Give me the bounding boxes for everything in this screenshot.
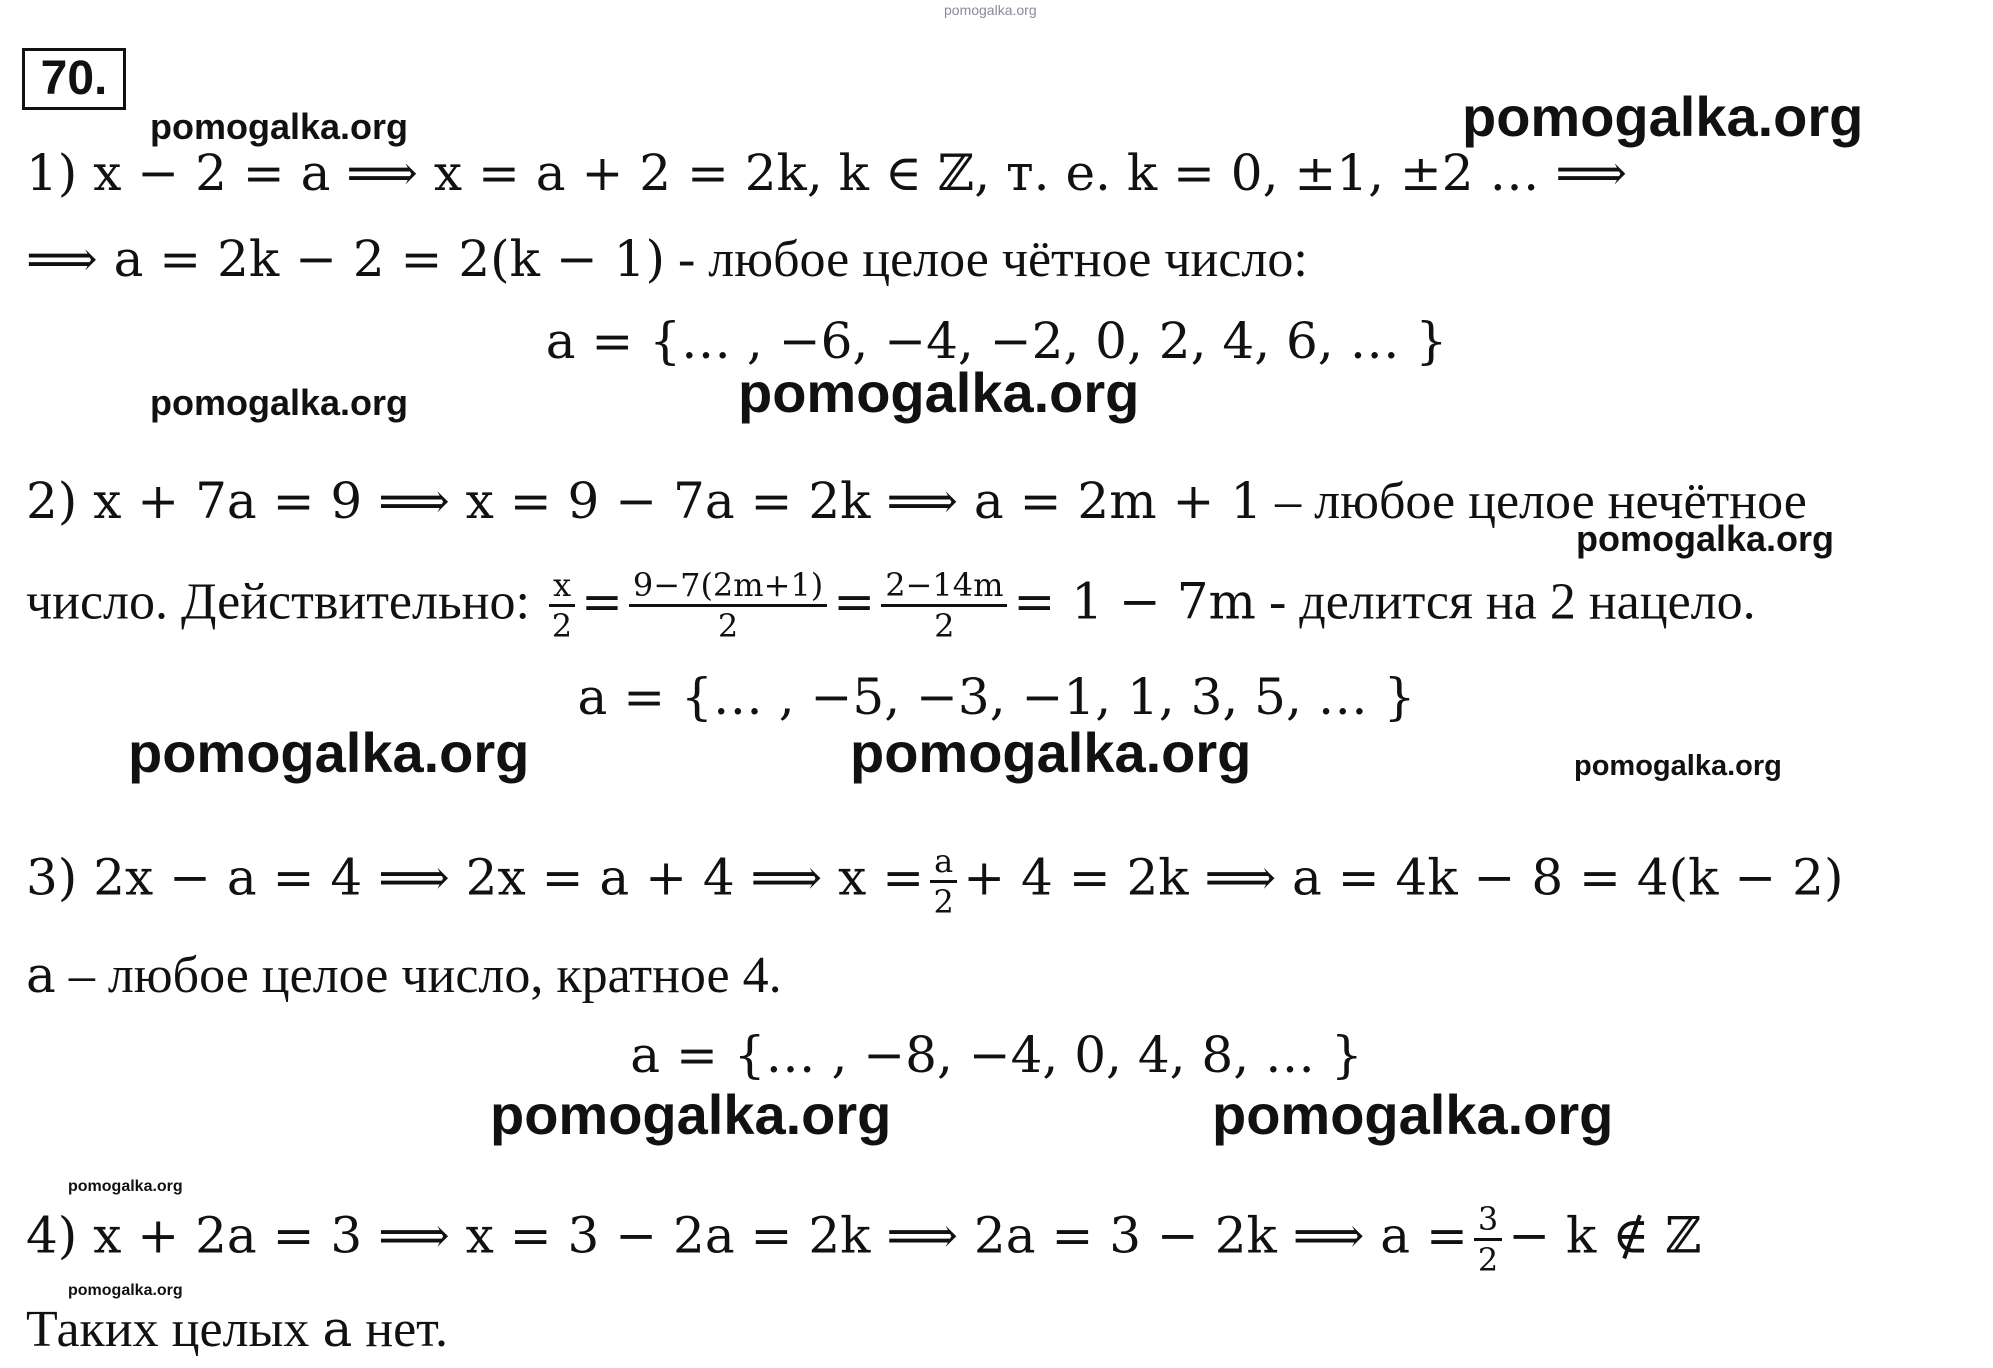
fraction-numerator: 3 <box>1474 1200 1502 1241</box>
watermark: pomogalka.org <box>738 361 1140 424</box>
equals-sign: = <box>833 572 876 631</box>
part3-line2-text: – любое целое число, кратное 4. <box>55 947 782 1004</box>
part3-line2-math: a <box>26 946 56 1004</box>
part4-line2 <box>26 1298 448 1361</box>
part2-line1-math: 2) x + 7a = 9 ⟹ x = 9 − 7a = 2k ⟹ a = 2m + 1 <box>26 472 1263 530</box>
watermark: pomogalka.org <box>850 721 1252 784</box>
part4-line2-text-b: нет. <box>352 1301 448 1358</box>
fraction-denominator: 2 <box>717 607 739 645</box>
part3-line1 <box>26 842 1843 921</box>
part1-line2 <box>26 228 1308 291</box>
watermark: pomogalka.org <box>1212 1083 1614 1146</box>
watermark: pomogalka.org <box>150 106 409 147</box>
part3-line1-a: 3) 2x − a = 4 ⟹ 2x = a + 4 ⟹ x = <box>26 848 925 907</box>
part1-line1: 1) x − 2 = a ⟹ x = a + 2 = 2k, k ∈ ℤ, т. е. k = 0, ±1, ±2 … ⟹ <box>26 144 1628 202</box>
fraction-numerator: a <box>930 842 957 883</box>
part2-line2-text-a: число. Действительно: <box>26 573 543 631</box>
fraction-denominator: 2 <box>933 883 954 921</box>
fraction-numerator: x <box>549 566 575 607</box>
part4-line2-text-a: Таких целых <box>26 1301 323 1358</box>
part2-line2-math-end: = 1 − 7m <box>1013 572 1256 631</box>
fraction-x-over-2 <box>549 566 575 645</box>
watermark: pomogalka.org <box>68 1282 183 1299</box>
part3-line1-b: + 4 = 2k ⟹ a = 4k − 8 = 4(k − 2) <box>963 848 1844 907</box>
part3-line2 <box>26 944 782 1007</box>
fraction-denominator: 2 <box>551 607 573 645</box>
watermark-top: pomogalka.org <box>944 2 1037 18</box>
part2-line1-text: – любое целое нечётное <box>1262 473 1807 530</box>
watermark: pomogalka.org <box>1576 518 1835 559</box>
watermark: pomogalka.org <box>1462 85 1864 148</box>
watermark: pomogalka.org <box>68 1178 183 1195</box>
part2-set: a = {… , −5, −3, −1, 1, 3, 5, … } <box>577 668 1416 726</box>
fraction-3-over-2 <box>1474 1200 1502 1279</box>
part1-line2-text: - любое целое чётное число: <box>664 231 1308 288</box>
part2-line2 <box>26 566 1756 645</box>
part4-line1 <box>26 1200 1702 1279</box>
part4-line1-b: − k ∉ ℤ <box>1508 1206 1702 1265</box>
watermark: pomogalka.org <box>1574 750 1782 782</box>
part2-line2-text-b: - делится на 2 нацело. <box>1255 573 1756 631</box>
watermark: pomogalka.org <box>490 1083 892 1146</box>
fraction-numerator: 9−7(2m+1) <box>629 566 827 607</box>
equals-sign: = <box>581 572 623 631</box>
part3-set: a = {… , −8, −4, 0, 4, 8, … } <box>630 1026 1363 1084</box>
part1-line2-math: ⟹ a = 2k − 2 = 2(k − 1) <box>26 230 665 288</box>
watermark: pomogalka.org <box>150 382 409 423</box>
part4-line1-a: 4) x + 2a = 3 ⟹ x = 3 − 2a = 2k ⟹ 2a = 3 − 2k ⟹ a = <box>26 1206 1468 1265</box>
fraction-denominator: 2 <box>934 607 955 645</box>
part2-line1 <box>26 470 1807 533</box>
fraction-simplified <box>881 566 1007 645</box>
fraction-numerator: 2−14m <box>881 566 1007 607</box>
fraction-a-over-2 <box>930 842 957 921</box>
watermark: pomogalka.org <box>128 721 530 784</box>
part1-set: a = {… , −6, −4, −2, 0, 2, 4, 6, … } <box>545 312 1448 370</box>
fraction-denominator: 2 <box>1477 1241 1499 1279</box>
problem-number: 70. <box>22 48 126 110</box>
part4-line2-math: a <box>322 1300 353 1358</box>
fraction-expansion <box>629 566 827 645</box>
